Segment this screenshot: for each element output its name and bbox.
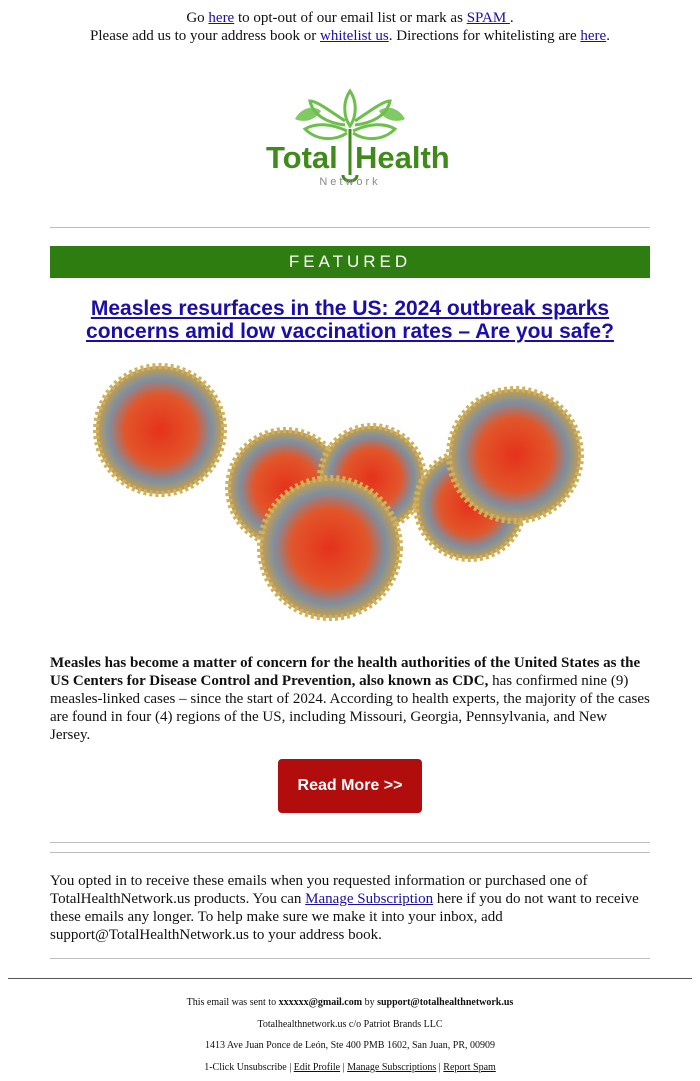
optout-text-mid: to opt-out of our email list or mark as (234, 10, 467, 26)
footer-links (0, 1062, 700, 1074)
footer-address: 1413 Ave Juan Ponce de León, Ste 400 PMB 1602, San Juan, PR, 00909 (204, 1040, 496, 1051)
unsubscribe-label[interactable]: 1-Click Unsubscribe (204, 1062, 287, 1073)
whitelist-text-end: . (606, 28, 610, 44)
footer-recipient: xxxxxx@gmail.com (278, 997, 363, 1008)
optout-line (0, 9, 700, 27)
divider-top (50, 227, 650, 228)
footer-sent-line (0, 997, 700, 1009)
total-health-logo[interactable] (265, 71, 450, 191)
optout-text: Go (186, 10, 209, 26)
top-notice (0, 0, 700, 45)
whitelist-directions-link[interactable]: here (580, 28, 607, 44)
whitelist-line (0, 27, 700, 45)
featured-banner: FEATURED (50, 246, 650, 278)
divider-mid-2 (50, 852, 650, 853)
edit-profile-link[interactable]: Edit Profile (293, 1062, 341, 1073)
manage-subscription-link[interactable]: Manage Subscription (305, 891, 434, 907)
optin-notice (50, 872, 650, 944)
footer-sep: | (340, 1062, 348, 1073)
footer-company: Totalhealthnetwork.us c/o Patriot Brands LLC (257, 1019, 443, 1030)
whitelist-text: Please add us to your address book or (90, 28, 320, 44)
article-rest: has confirmed nine (9) measles-linked cases – since the start of 2024. According to health experts, the majority of the cases are found in four (4) regions of the US, including Missouri, Georgia, Pennsylvania, and New Jersey. (50, 673, 650, 743)
virus-illustration (90, 360, 610, 635)
optin-text: You opted in to receive these emails when you requested information or purchased one of TotalHealthNetwork.us products. You can (50, 873, 588, 907)
divider-mid-1 (50, 842, 650, 843)
virus-particle (449, 389, 581, 521)
logo-word-total: Total (266, 140, 338, 175)
footer-divider (8, 978, 692, 979)
headline-link[interactable]: Measles resurfaces in the US: 2024 outbreak sparks concerns amid low vaccination rates – Are you safe? (86, 297, 614, 343)
optout-here-link[interactable]: here (208, 10, 235, 26)
virus-particle (96, 366, 224, 494)
spam-link[interactable]: SPAM (466, 10, 510, 26)
divider-bottom (50, 958, 650, 959)
article-summary (50, 654, 650, 744)
read-more-button[interactable]: Read More >> (278, 759, 422, 813)
optin-text-post: here if you do not want to receive these emails any longer. To help make sure we make it into your inbox, add support@TotalHealthNetwork.us to your address book. (50, 891, 639, 943)
footer-sep: | (436, 1062, 444, 1073)
report-spam-link[interactable]: Report Spam (443, 1062, 496, 1073)
whitelist-text-mid: . Directions for whitelisting are (388, 28, 581, 44)
article-headline (50, 297, 650, 343)
footer-sent-by: by (362, 997, 378, 1008)
manage-subscriptions-link[interactable]: Manage Subscriptions (347, 1062, 437, 1073)
logo-word-health: Health (355, 140, 450, 175)
logo-word-network: Network (319, 176, 381, 188)
footer-sent-text: This email was sent to (186, 997, 279, 1008)
optout-text-end: . (509, 10, 514, 26)
footer-sep: | (286, 1062, 294, 1073)
footer-sender: support@totalhealthnetwork.us (377, 997, 514, 1008)
measles-virus-image[interactable] (90, 360, 610, 635)
virus-particle (260, 478, 400, 618)
whitelist-link[interactable]: whitelist us (320, 28, 389, 44)
logo-graphic (265, 71, 450, 191)
article-lead: Measles has become a matter of concern for the health authorities of the United States as the US Centers for Disease Control and Prevention, also known as CDC, (50, 655, 641, 689)
